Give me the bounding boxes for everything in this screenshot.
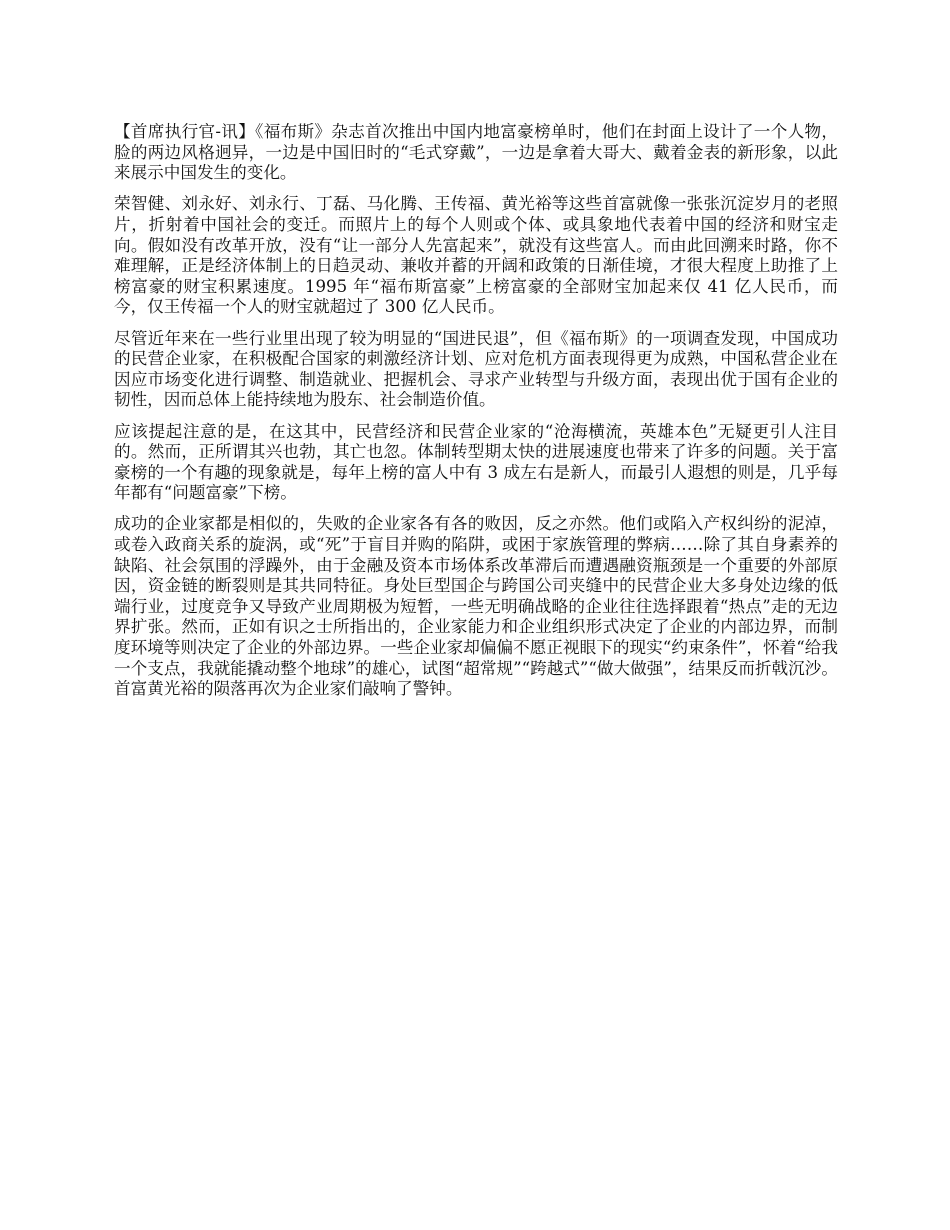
paragraph-failure-causes: 成功的企业家都是相似的，失败的企业家各有各的败因，反之亦然。他们或陷入产权纠纷的泥淖，或卷入政商关系的旋涡，或“死”于盲目并购的陷阱，或困于家族管理的弊病……除了其自身素养的缺陷、社会氛围的浮躁外，由于金融及资本市场体系改革滞后而遭遇融资瓶颈是一个重要的外部原因，资金链的断裂则是其共同特征。身处巨型国企与跨国公司夹缝中的民营企业大多身处边缘的低端行业，过度竞争又导致产业周期极为短暂，一些无明确战略的企业往往选择跟着“热点”走的无边界扩张。然而，正如有识之士所指出的，企业家能力和企业组织形式决定了企业的内部边界，而制度环境等则决定了企业的外部边界。一些企业家却偏偏不愿正视眼下的现实“约束条件”，怀着“给我一个支点，我就能撬动整个地球”的雄心，试图“超常规”“跨越式”“做大做强”，结果反而折戟沉沙。首富黄光裕的陨落再次为企业家们敲响了警钟。 bbox=[114, 514, 838, 699]
paragraph-intro: 【首席执行官-讯】《福布斯》杂志首次推出中国内地富豪榜单时，他们在封面上设计了一个人物，脸的两边风格迥异，一边是中国旧时的“毛式穿戴”，一边是拿着大哥大、戴着金表的新形象，以此来展示中国发生的变化。 bbox=[114, 122, 838, 183]
paragraph-problem-tycoons: 应该提起注意的是，在这其中，民营经济和民营企业家的“沧海横流，英雄本色”无疑更引人注目的。然而，正所谓其兴也勃，其亡也忽。体制转型期太快的进展速度也带来了许多的问题。关于富豪榜的一个有趣的现象就是，每年上榜的富人中有 3 成左右是新人，而最引人遐想的则是，几乎每年都有“问题富豪”下榜。 bbox=[114, 421, 838, 503]
document-page bbox=[114, 122, 838, 710]
paragraph-tycoons: 荣智健、刘永好、刘永行、丁磊、马化腾、王传福、黄光裕等这些首富就像一张张沉淀岁月的老照片，折射着中国社会的变迁。而照片上的每个人则或个体、或具象地代表着中国的经济和财宝走向。假如没有改革开放，没有“让一部分人先富起来”，就没有这些富人。而由此回溯来时路，你不难理解，正是经济体制上的日趋灵动、兼收并蓄的开阔和政策的日渐佳境，才很大程度上助推了上榜富豪的财宝积累速度。1995 年“福布斯富豪”上榜富豪的全部财宝加起来仅 41 亿人民币，而今，仅王传福一个人的财宝就超过了 300 亿人民币。 bbox=[114, 194, 838, 317]
paragraph-private-enterprise: 尽管近年来在一些行业里出现了较为明显的“国进民退”，但《福布斯》的一项调查发现，中国成功的民营企业家，在积极配合国家的刺激经济计划、应对危机方面表现得更为成熟，中国私营企业在因应市场变化进行调整、制造就业、把握机会、寻求产业转型与升级方面，表现出优于国有企业的韧性，因而总体上能持续地为股东、社会制造价值。 bbox=[114, 328, 838, 410]
